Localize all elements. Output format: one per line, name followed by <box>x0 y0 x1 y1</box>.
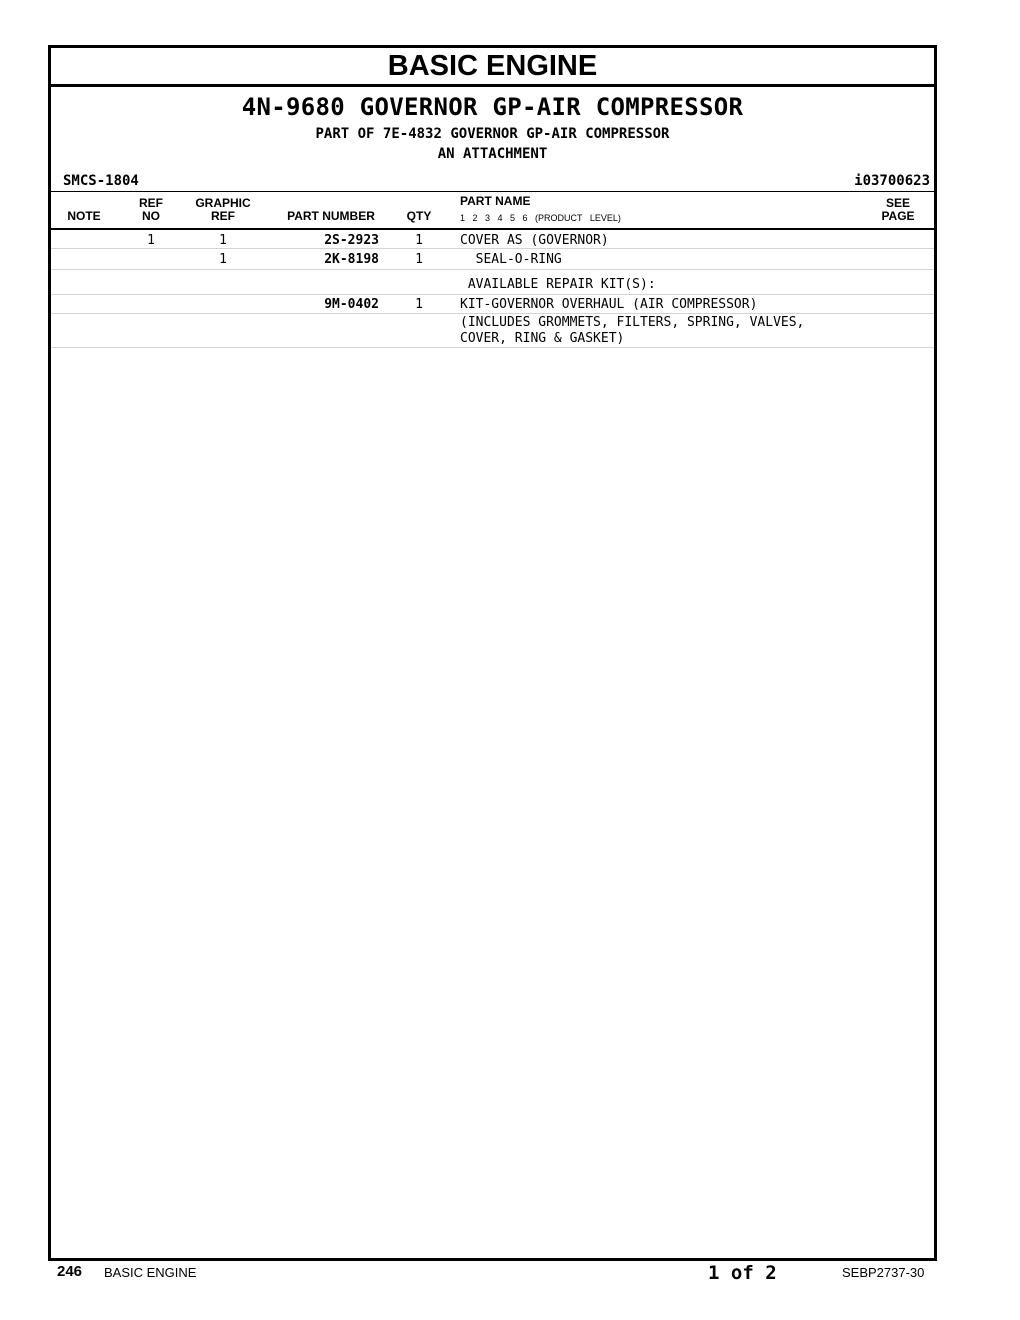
part-name: COVER AS (GOVERNOR) <box>460 233 609 248</box>
quantity: 1 <box>415 233 423 248</box>
part-name-continued: (INCLUDES GROMMETS, FILTERS, SPRING, VALVES, COVER, RING & GASKET) <box>460 315 805 346</box>
document-id: SEBP2737-30 <box>842 1265 925 1280</box>
ref-no: 1 <box>147 233 155 248</box>
col-see-bottom: PAGE <box>881 209 915 223</box>
col-graphic-top: GRAPHIC <box>195 196 251 210</box>
col-part-number: PART NUMBER <box>287 209 375 223</box>
part-name: KIT-GOVERNOR OVERHAUL (AIR COMPRESSOR) <box>460 297 758 312</box>
page-frame <box>48 45 937 1261</box>
part-number: 2K-8198 <box>324 252 379 267</box>
table-row <box>51 295 934 314</box>
col-graphic-bottom: REF <box>211 209 235 223</box>
smcs-code: SMCS-1804 <box>63 173 139 189</box>
graphic-ref: 1 <box>219 252 227 267</box>
col-ref-top: REF <box>139 196 163 210</box>
part-number: 9M-0402 <box>324 297 379 312</box>
page-of: 1 of 2 <box>708 1262 777 1284</box>
quantity: 1 <box>415 252 423 267</box>
attachment-line: AN ATTACHMENT <box>437 146 548 162</box>
quantity: 1 <box>415 297 423 312</box>
main-title: 4N-9680 GOVERNOR GP-AIR COMPRESSOR <box>241 93 744 121</box>
section-title: BASIC ENGINE <box>51 48 934 87</box>
col-note: NOTE <box>67 209 101 223</box>
part-name: SEAL-O-RING <box>460 252 562 267</box>
footer-section: BASIC ENGINE <box>104 1265 197 1280</box>
table-row <box>51 230 934 249</box>
part-name: AVAILABLE REPAIR KIT(S): <box>460 277 656 292</box>
page-number: 246 <box>57 1263 83 1280</box>
illustration-id: i03700623 <box>854 173 930 189</box>
col-product-level: 1 2 3 4 5 6 (PRODUCT LEVEL) <box>460 213 621 223</box>
part-number: 2S-2923 <box>324 233 379 248</box>
table-row <box>51 314 934 348</box>
title-block <box>51 87 934 191</box>
table-row <box>51 270 934 295</box>
table-row <box>51 249 934 270</box>
col-ref-bottom: NO <box>142 209 160 223</box>
graphic-ref: 1 <box>219 233 227 248</box>
col-part-name: PART NAME <box>460 194 531 208</box>
col-see-top: SEE <box>885 196 910 210</box>
col-qty: QTY <box>406 209 432 223</box>
part-of-line: PART OF 7E-4832 GOVERNOR GP-AIR COMPRESSOR <box>315 126 670 142</box>
table-header <box>51 191 934 230</box>
